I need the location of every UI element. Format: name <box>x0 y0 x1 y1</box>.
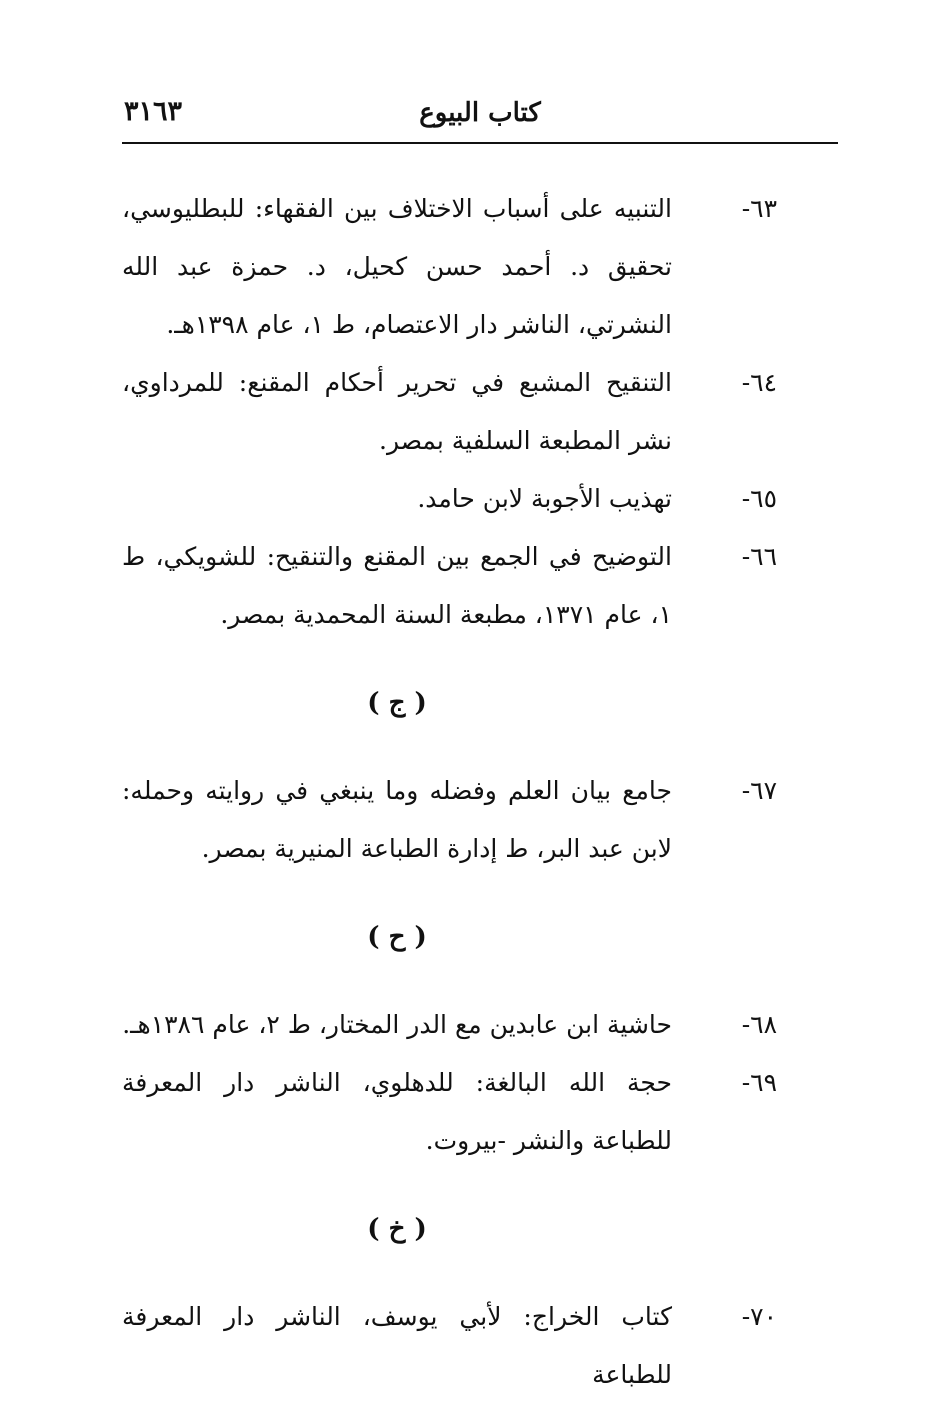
entry-number: ٦٦- <box>741 542 777 571</box>
entry-text: حاشية ابن عابدين مع الدر المختار، ط ٢، عام ١٣٨٦هـ. <box>122 1010 672 1039</box>
entry-number: ٦٧- <box>741 776 777 805</box>
bibliography-entry <box>122 996 777 1054</box>
entry-number: ٦٣- <box>741 194 777 223</box>
bibliography-entry <box>122 1288 777 1404</box>
section-heading-ha: ( ح ) <box>367 922 427 952</box>
entry-text: التنقيح المشبع في تحرير أحكام المقنع: للمرداوي، نشر المطبعة السلفية بمصر. <box>122 368 672 455</box>
bibliography-entry <box>122 354 777 470</box>
page-number: ٣١٦٣ <box>124 96 183 127</box>
section-heading-jim: ( ج ) <box>367 688 427 718</box>
entry-number: ٦٩- <box>741 1068 777 1097</box>
bibliography-entry <box>122 528 777 644</box>
entry-text: التنبيه على أسباب الاختلاف بين الفقهاء: للبطليوسي، تحقيق د. أحمد حسن كحيل، د. حمزة عبد الله النشرتي، الناشر دار الاعتصام، ط ١، عام ١٣٩٨هـ. <box>122 194 672 339</box>
entry-text: كتاب الخراج: لأبي يوسف، الناشر دار المعرفة للطباعة <box>122 1302 672 1389</box>
entry-number: ٦٥- <box>741 484 777 513</box>
bibliography-list <box>122 180 777 1404</box>
running-title: كتاب البيوع <box>419 98 541 128</box>
bibliography-entry <box>122 470 777 528</box>
header-rule <box>122 142 838 144</box>
entry-text: حجة الله البالغة: للدهلوي، الناشر دار المعرفة للطباعة والنشر -بيروت. <box>122 1068 672 1155</box>
entry-number: ٧٠- <box>741 1302 777 1331</box>
bibliography-entry <box>122 1054 777 1170</box>
entry-number: ٦٨- <box>741 1010 777 1039</box>
bibliography-entry <box>122 180 777 354</box>
entry-text: تهذيب الأجوبة لابن حامد. <box>417 484 672 513</box>
bibliography-entry <box>122 762 777 878</box>
entry-text: جامع بيان العلم وفضله وما ينبغي في روايته وحمله: لابن عبد البر، ط إدارة الطباعة المنيرية بمصر. <box>122 776 672 863</box>
entry-number: ٦٤- <box>741 368 777 397</box>
section-heading-kha: ( خ ) <box>367 1214 427 1244</box>
entry-text: التوضيح في الجمع بين المقنع والتنقيح: للشويكي، ط ١، عام ١٣٧١، مطبعة السنة المحمدية بمصر. <box>122 542 672 629</box>
page-header <box>122 92 838 144</box>
